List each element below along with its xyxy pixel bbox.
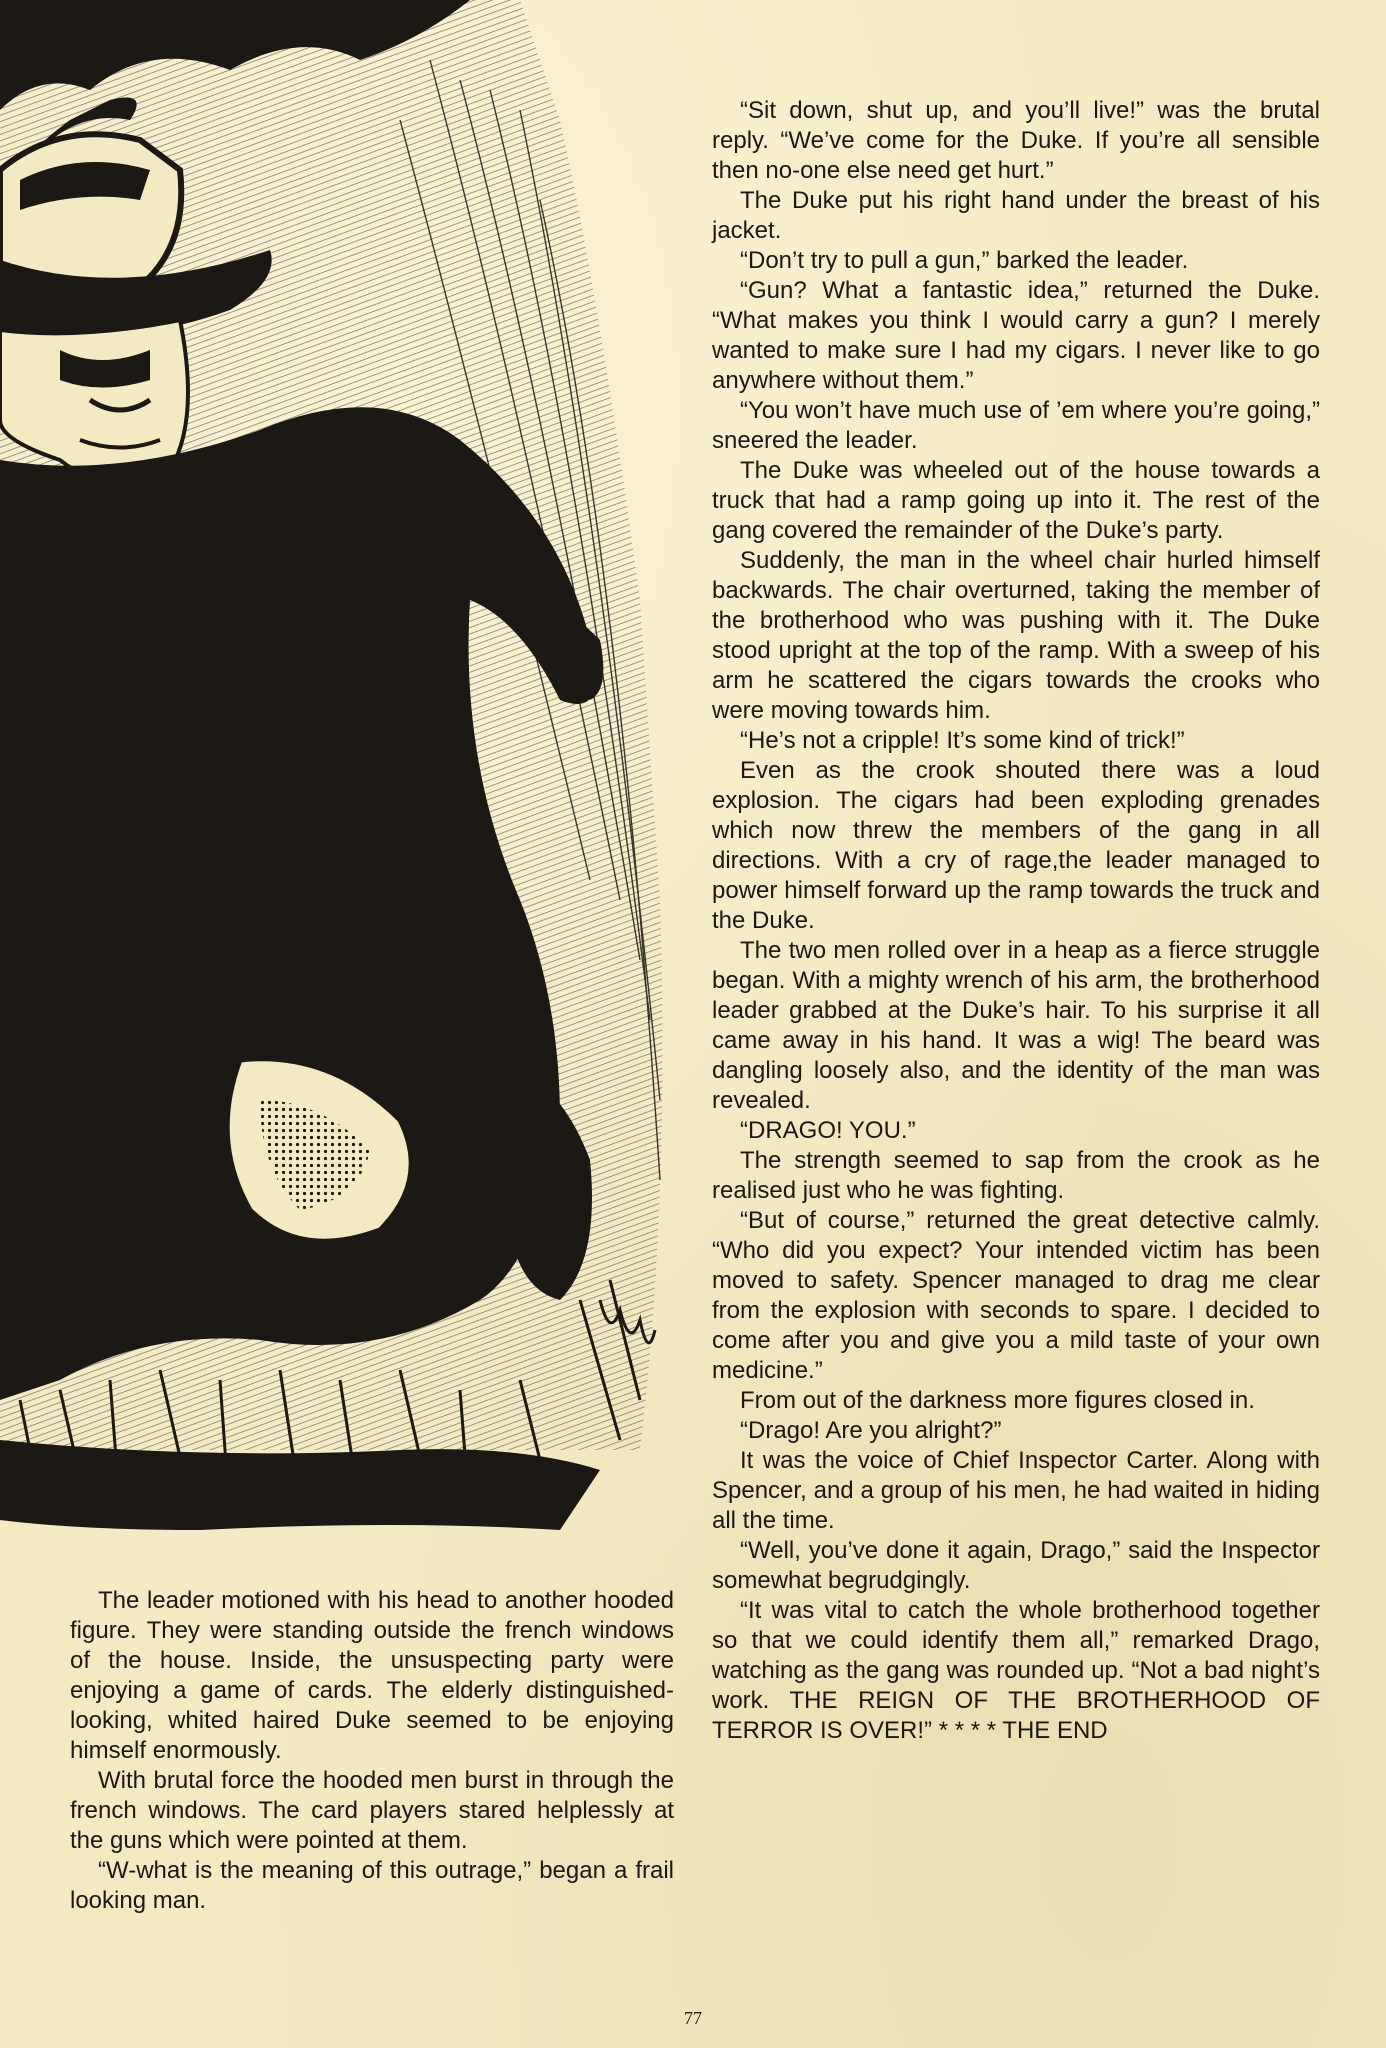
paragraph: “But of course,” returned the great detective calmly. “Who did you expect? Your intended victim has been moved to safety. Spencer managed to drag me clear from the explosion with seconds to spare. I decided to come after you and give you a mild taste of your own medicine.”	[712, 1207, 1320, 1384]
paragraph: The two men rolled over in a heap as a fierce struggle began. With a mighty wrench of his arm, the brotherhood leader grabbed at the Duke’s hair. To his surprise it all came away in his hand. It was a wig! The beard was dangling loosely also, and the identity of the man was revealed.	[712, 937, 1320, 1114]
paragraph: “You won’t have much use of ’em where you’re going,” sneered the leader.	[712, 397, 1320, 454]
paragraph: The strength seemed to sap from the crook as he realised just who he was fighting.	[712, 1147, 1320, 1204]
paragraph: “DRAGO! YOU.”	[740, 1117, 916, 1144]
paragraph: With brutal force the hooded men burst in through the french windows. The card players stared helplessly at the guns which were pointed at them.	[70, 1767, 674, 1854]
paragraph: “He’s not a cripple! It’s some kind of trick!”	[740, 727, 1185, 754]
paragraph: “Well, you’ve done it again, Drago,” said the Inspector somewhat begrudgingly.	[712, 1537, 1320, 1594]
left-text-column	[70, 1586, 674, 1916]
page-number: 77	[684, 2008, 702, 2028]
paragraph: It was the voice of Chief Inspector Carter. Along with Spencer, and a group of his men, he had waited in hiding all the time.	[712, 1447, 1320, 1534]
paragraph: “Gun? What a fantastic idea,” returned the Duke. “What makes you think I would carry a gun? I merely wanted to make sure I had my cigars. I never like to go anywhere without them.”	[712, 277, 1320, 394]
right-text-column	[712, 96, 1320, 1746]
paragraph: From out of the darkness more figures closed in.	[740, 1387, 1255, 1414]
illustration-drawing	[0, 0, 680, 1560]
paragraph: The leader motioned with his head to another hooded figure. They were standing outside the french windows of the house. Inside, the unsuspecting party were enjoying a game of cards. The elderly distinguished-looking, whited haired Duke seemed to be enjoying himself enormously.	[70, 1587, 674, 1764]
paragraph: “Drago! Are you alright?”	[740, 1417, 1002, 1444]
paragraph: Suddenly, the man in the wheel chair hurled himself backwards. The chair overturned, taking the member of the brotherhood who was pushing with it. The Duke stood upright at the top of the ramp. With a sweep of his arm he scattered the cigars towards the crooks who were moving towards him.	[712, 547, 1320, 724]
paragraph: The Duke was wheeled out of the house towards a truck that had a ramp going up into it. The rest of the gang covered the remainder of the Duke’s party.	[712, 457, 1320, 544]
paragraph: “W-what is the meaning of this outrage,” began a frail looking man.	[70, 1857, 674, 1914]
paragraph: “It was vital to catch the whole brotherhood together so that we could identify them all,” remarked Drago, watching as the gang was rounded up. “Not a bad night’s work. THE REIGN OF THE BROTHERHOOD OF TERROR IS OVER!” * * * * THE END	[712, 1597, 1320, 1744]
paragraph: Even as the crook shouted there was a loud explosion. The cigars had been exploding grenades which now threw the members of the gang in all directions. With a cry of rage,the leader managed to power himself forward up the ramp towards the truck and the Duke.	[712, 757, 1320, 934]
story-illustration	[0, 0, 680, 1560]
paragraph: The Duke put his right hand under the breast of his jacket.	[712, 187, 1320, 244]
paragraph: “Don’t try to pull a gun,” barked the leader.	[740, 247, 1189, 274]
paragraph: “Sit down, shut up, and you’ll live!” was the brutal reply. “We’ve come for the Duke. If you’re all sensible then no-one else need get hurt.”	[712, 97, 1320, 184]
